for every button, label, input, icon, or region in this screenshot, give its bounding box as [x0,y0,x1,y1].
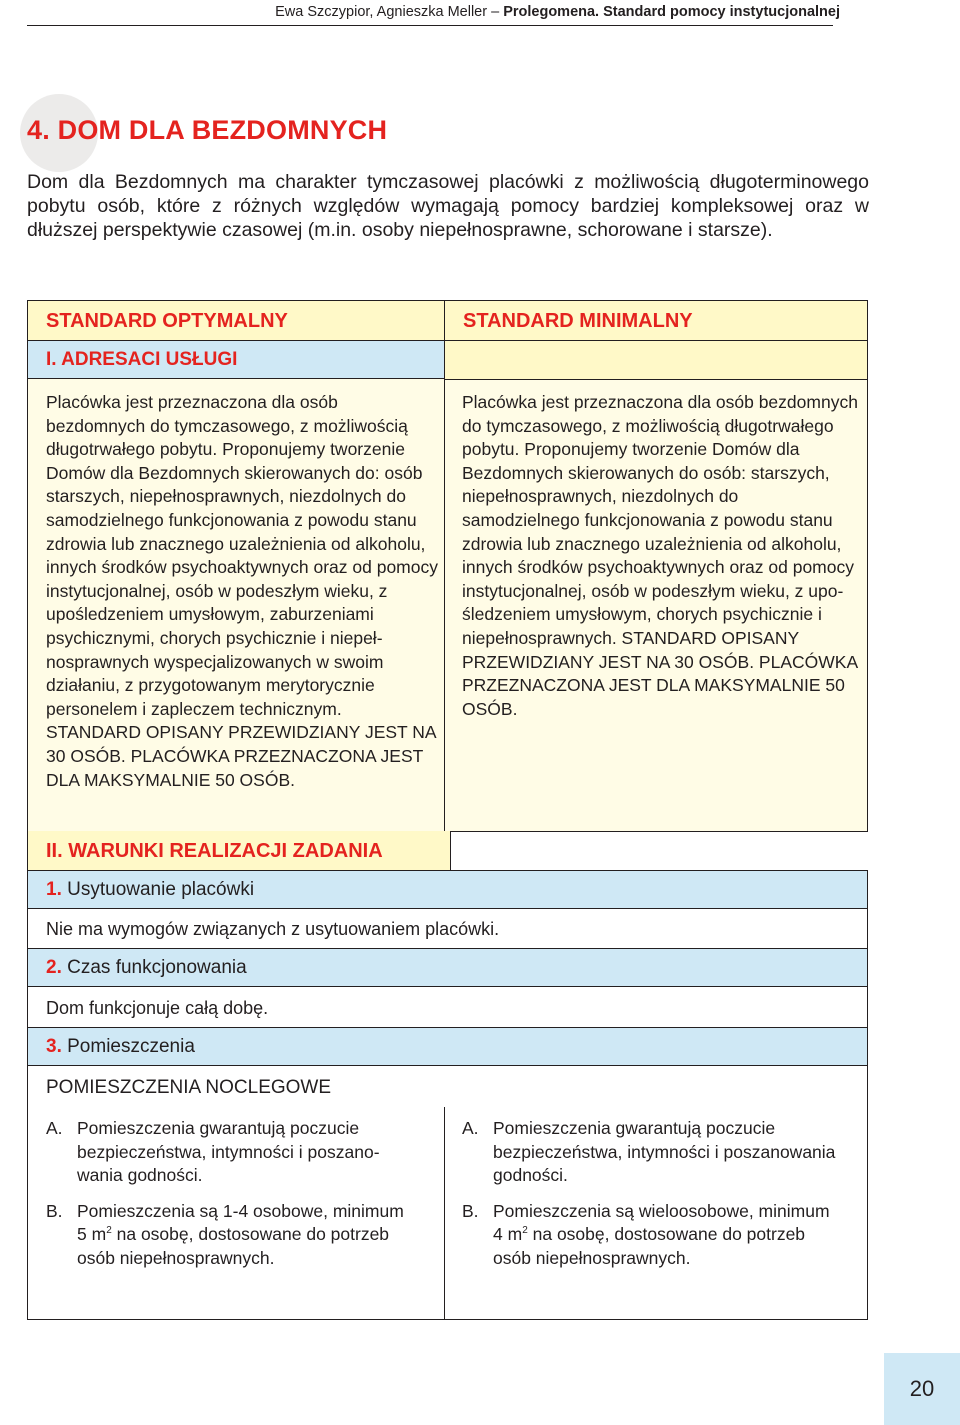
list-text: Pomieszczenia gwarantują poczucie bezpieczeństwa, intymności i poszanowania godności. [493,1118,836,1186]
list-item [46,1117,416,1188]
row-adresaci-blank [445,341,867,380]
list-text-continued: na osobę, dostosowane do potrzeb osób niepełnosprawnych. [493,1224,806,1268]
list-text-continued: na osobę, dostosowane do potrzeb osób niepełnosprawnych. [77,1224,390,1268]
column-divider [444,301,445,831]
section-intro: Dom dla Bezdomnych ma charakter tymczasowej placówki z możliwością długoterminowego pobytu osób, które z różnych względów wymagają pomocy bardziej kompleksowej oraz w dłuższej perspektywie czasowej (m.in. osoby niepełnosprawne, schorowane i starsze). [27,171,869,241]
list-text: Pomieszczenia gwarantują poczucie bezpieczeństwa, intymności i poszanowania godności. [77,1118,380,1186]
row-number: 1. [46,879,62,900]
row-usytuowanie [28,871,867,909]
list-letter: A. [462,1118,479,1138]
running-head-title: Prolegomena. Standard pomocy instytucjonalnej [503,4,840,20]
list-item [46,1200,416,1271]
list-item [462,1200,842,1271]
list-letter: B. [462,1200,479,1221]
running-head [0,0,840,24]
section-title: 4. DOM DLA BEZDOMNYCH [27,115,388,145]
superscript: 2 [522,1225,528,1237]
running-head-authors: Ewa Szczypior, Agnieszka Meller – [275,4,500,20]
list-item [462,1117,842,1188]
row-adresaci-uslugi: I. ADRESACI USŁUGI [28,341,444,379]
list-text: Pomieszczenia są 1-4 osobowe, minimum 5 m [77,1200,404,1245]
header-standard-minimal: STANDARD MINIMALNY [445,301,867,341]
usytuowanie-text: Nie ma wymogów związanych z usytuowaniem placówki. [28,909,867,949]
czas-funkcjonowania-text: Dom funkcjonuje całą dobę. [28,988,867,1028]
header-rule [27,25,833,26]
row-number: 3. [46,1036,62,1057]
page-number: 20 [884,1353,960,1425]
list-text: Pomieszczenia są wieloosobowe, minimum 4 m [493,1200,830,1245]
warunki-realizacji-heading: II. WARUNKI REALIZACJI ZADANIA [27,831,451,871]
standards-table [27,300,868,832]
list-letter: B. [46,1200,63,1221]
row-label: Pomieszczenia [61,1036,195,1057]
row-number: 2. [46,957,62,978]
list-letter: A. [46,1118,63,1138]
column-divider [444,1107,445,1319]
row-pomieszczenia [28,1028,867,1066]
optimal-description: Placówka jest przeznaczona dla osób bezdomnych do tymczasowego, z możliwością długotrwałego pobytu. Proponujemy tworzenie Domów dla Bezdomnych skierowanych do: osób starszych, niepełnosprawnych, niezdolnych do samodzielnego funkcjonowania z powodu stanu zdrowia lub znacznego uzależnienia od alkoholu, innych środków psychoaktywnych oraz od pomocy instytucjonalnej, osób w podeszłym wieku, z upośledzeniem umysłowym, zaburzeniami psychicznymi, chorych psychicznie i niepełnosprawnych wyspecjalizowanych w swoim działaniu, z przygotowanym merytorycznie personelem i zapleczem technicznym. STANDARD OPISANY PRZEWIDZIANY JEST NA 30 OSÓB. PLACÓWKA PRZEZNACZONA JEST DLA MAKSYMALNIE 50 OSÓB. [46,392,438,790]
header-standard-optimal: STANDARD OPTYMALNY [28,301,444,341]
superscript: 2 [106,1225,112,1237]
minimal-description: Placówka jest przeznaczona dla osób bezdomnych do tymczasowego, z możliwością długotrwałego pobytu. Proponujemy tworzenie Domów dla Bezdomnych skierowanych do osób: starszych, niepełnosprawnych, niezdolnych do samodzielnego funkcjonowania z powodu stanu zdrowia lub znacznego uzależnienia od alkoholu, innych środków psychoaktywnych oraz od pomocy instytucjonalnej, osób w podeszłym wieku, z upośledzeniem umysłowym, chorych psychicznie i niepełnosprawnych. STANDARD OPISANY PRZEWIDZIANY JEST NA 30 OSÓB. PLACÓWKA PRZEZNACZONA JEST DLA MAKSYMALNIE 50 OSÓB. [462,392,858,719]
row-label: Usytuowanie placówki [61,879,255,900]
warunki-table [27,870,868,1320]
row-czas-funkcjonowania [28,949,867,987]
pomieszczenia-noclegowe-heading: POMIESZCZENIA NOCLEGOWE [46,1077,332,1098]
minimal-rooms-list [462,1117,842,1283]
row-label: Czas funkcjonowania [61,957,247,978]
optimal-rooms-list [46,1117,416,1283]
